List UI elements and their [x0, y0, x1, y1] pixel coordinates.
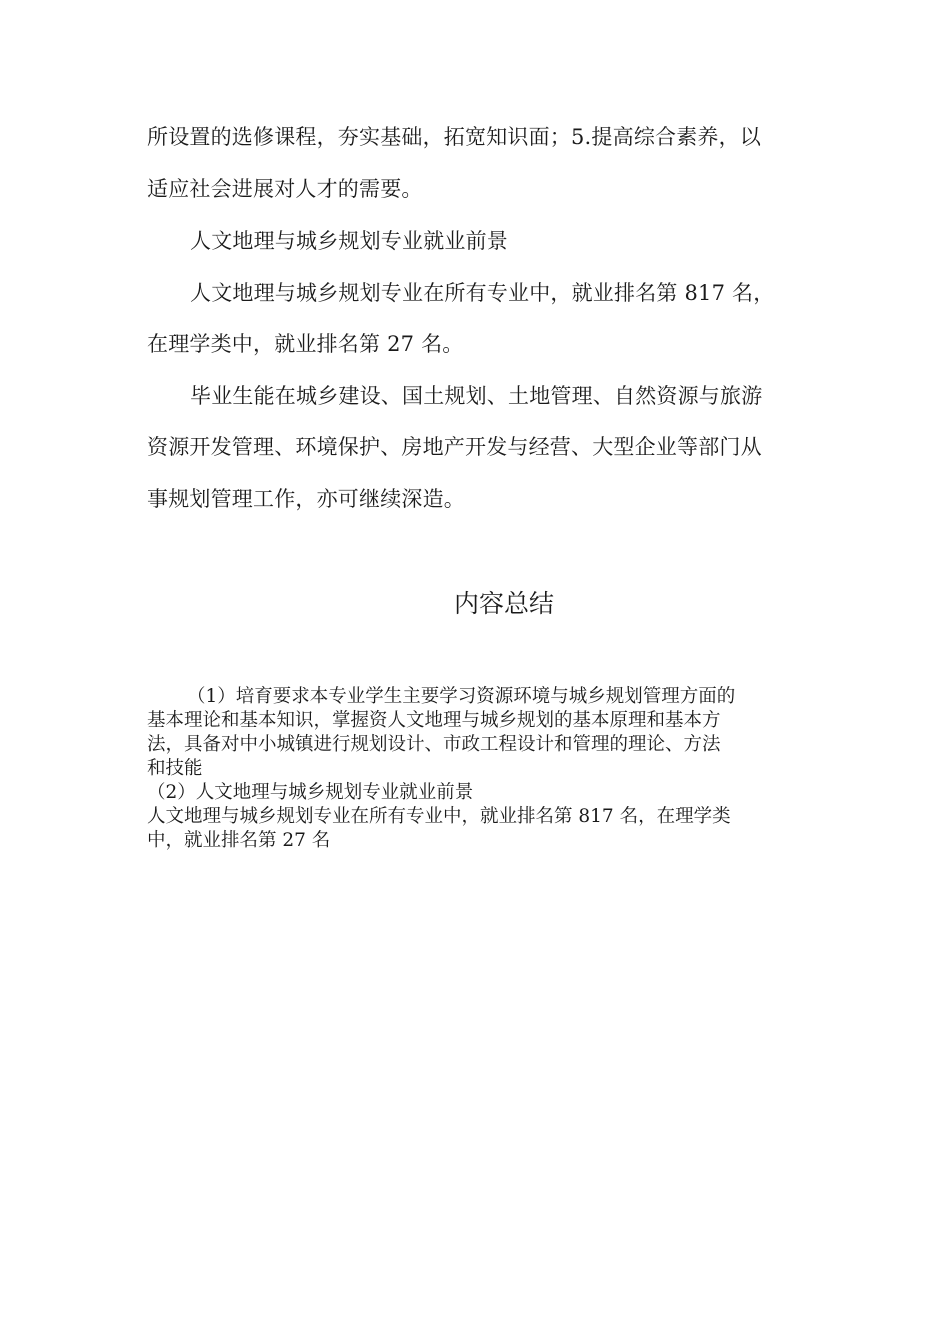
summary-line: 中，就业排名第 27 名 — [147, 830, 331, 851]
summary-line: （2）人文地理与城乡规划专业就业前景 — [147, 782, 474, 803]
paragraph-line: 适应社会进展对人才的需要。 — [147, 177, 423, 201]
paragraph-line: 所设置的选修课程，夯实基础，拓宽知识面；5.提高综合素养，以 — [147, 125, 762, 149]
summary-line: 人文地理与城乡规划专业在所有专业中，就业排名第 817 名，在理学类 — [147, 806, 731, 827]
summary-line: 基本理论和基本知识，掌握资人文地理与城乡规划的基本原理和基本方 — [147, 710, 721, 731]
paragraph-line: 资源开发管理、环境保护、房地产开发与经营、大型企业等部门从 — [147, 435, 762, 459]
paragraph-line: 人文地理与城乡规划专业在所有专业中，就业排名第 817 名， — [190, 281, 775, 305]
summary-line: （1）培育要求本专业学生主要学习资源环境与城乡规划管理方面的 — [187, 686, 736, 707]
section-heading: 人文地理与城乡规划专业就业前景 — [190, 229, 508, 253]
summary-line: 和技能 — [147, 758, 203, 779]
paragraph-line: 事规划管理工作，亦可继续深造。 — [147, 487, 465, 511]
summary-title: 内容总结 — [453, 589, 554, 618]
paragraph-line: 在理学类中，就业排名第 27 名。 — [147, 332, 464, 356]
paragraph-line: 毕业生能在城乡建设、国土规划、土地管理、自然资源与旅游 — [190, 384, 763, 408]
summary-line: 法，具备对中小城镇进行规划设计、市政工程设计和管理的理论、方法 — [147, 734, 721, 755]
